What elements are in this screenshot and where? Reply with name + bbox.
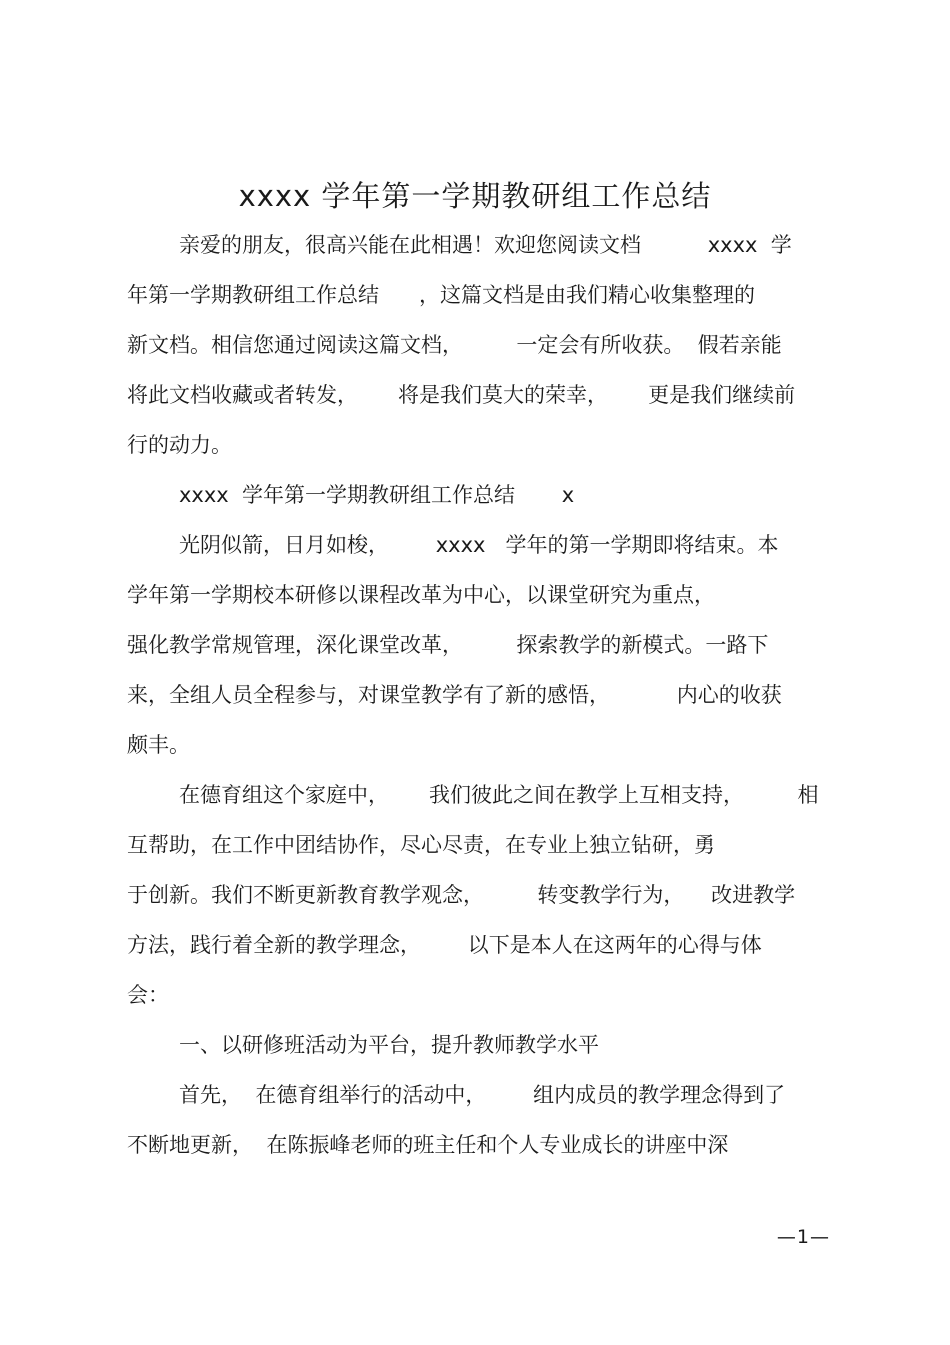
text-line: 新文档。相信您通过阅读这篇文档， 一定会有所收获。 假若亲能 xyxy=(127,333,782,357)
text-line: 不断地更新， 在陈振峰老师的班主任和个人专业成长的讲座中深 xyxy=(127,1133,729,1157)
section-heading: 一、以研修班活动为平台，提升教师教学水平 xyxy=(179,1033,599,1057)
text-line: 来，全组人员全程参与，对课堂教学有了新的感悟， 内心的收获 xyxy=(127,683,782,707)
text-line: 于创新。我们不断更新教育教学观念， 转变教学行为， 改进教学 xyxy=(127,883,796,907)
text-line: 将此文档收藏或者转发， 将是我们莫大的荣幸， 更是我们继续前 xyxy=(127,383,796,407)
text-line: 首先， 在德育组举行的活动中， 组内成员的教学理念得到了 xyxy=(179,1083,786,1107)
text-line: 颇丰。 xyxy=(127,733,190,757)
text-line: 光阴似箭，日月如梭， xxxx 学年的第一学期即将结束。本 xyxy=(179,533,779,557)
text-line: 行的动力。 xyxy=(127,433,232,457)
text-line: 会： xyxy=(127,983,169,1007)
text-line: 亲爱的朋友，很高兴能在此相遇！欢迎您阅读文档 xxxx 学 xyxy=(179,233,792,257)
section-heading: xxxx 学年第一学期教研组工作总结 x xyxy=(179,483,575,507)
document-title: xxxx 学年第一学期教研组工作总结 xyxy=(238,179,712,213)
page-number: —1— xyxy=(776,1226,830,1248)
text-line: 强化教学常规管理，深化课堂改革， 探索教学的新模式。一路下 xyxy=(127,633,769,657)
text-line: 学年第一学期校本研修以课程改革为中心，以课堂研究为重点， xyxy=(127,583,715,607)
text-line: 方法，践行着全新的教学理念， 以下是本人在这两年的心得与体 xyxy=(127,933,762,957)
text-line: 在德育组这个家庭中， 我们彼此之间在教学上互相支持， 相 xyxy=(179,783,819,807)
document-body xyxy=(127,220,832,1170)
text-line: 互帮助，在工作中团结协作，尽心尽责，在专业上独立钻研，勇 xyxy=(127,833,715,857)
text-line: 年第一学期教研组工作总结 ，这篇文档是由我们精心收集整理的 xyxy=(127,283,756,307)
